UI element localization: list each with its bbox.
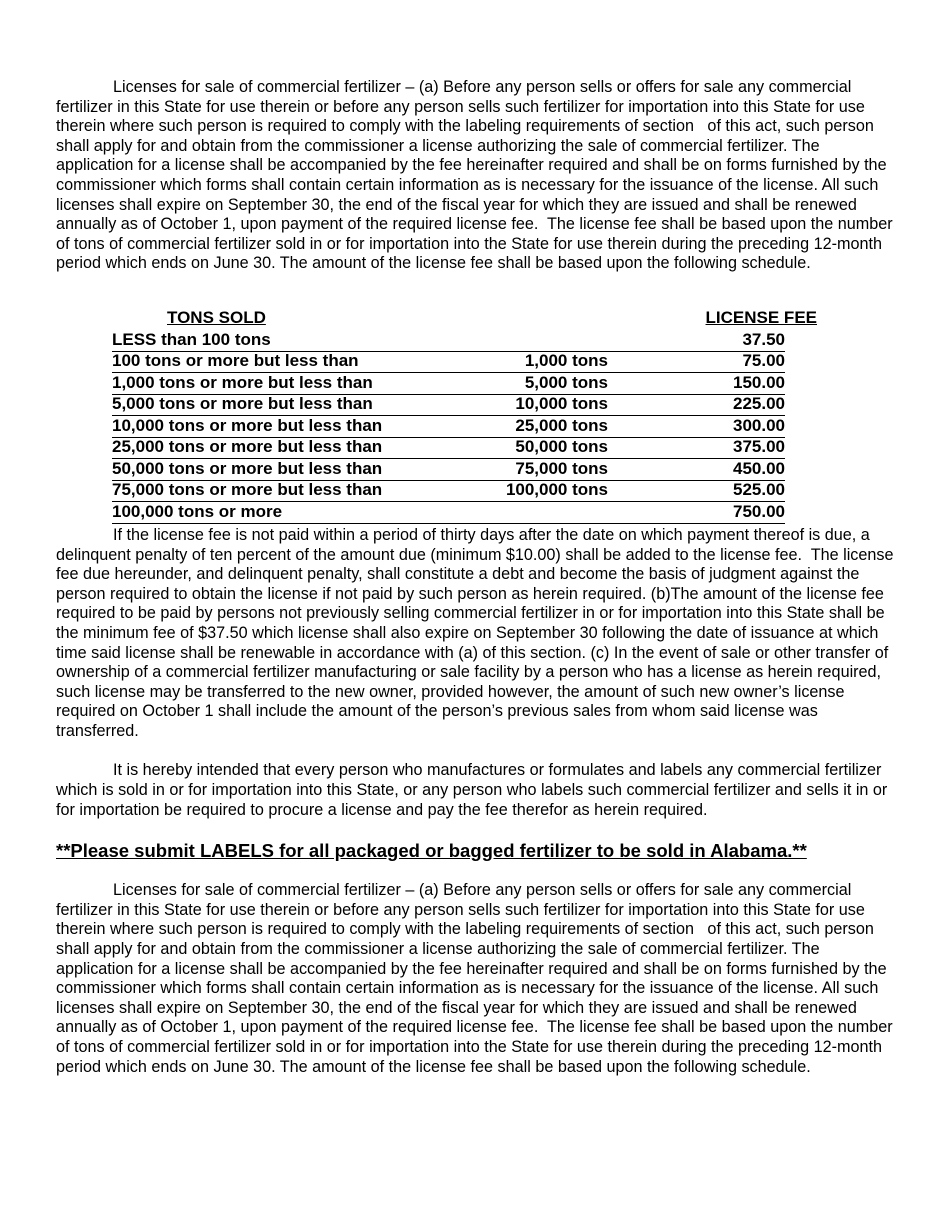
fee-amount: 450.00 — [733, 458, 785, 478]
tons-range: 50,000 tons or more but less than — [112, 458, 383, 478]
tons-upper: 1,000 tons — [524, 351, 608, 371]
intro-paragraph: Licenses for sale of commercial fertilizer – (a) Before any person sells or offers for sale any commercial fertilizer in this State for use therein or before any person sells such fertilizer for importation into this State for use therein where such person is required to comply with the labeling requirements of section of this act, such person shall apply for and obtain from the commissioner a license authorizing the sale of commercial fertilizer. The application for a license shall be accompanied by the fee hereinafter required and shall be on forms furnished by the commissioner which forms shall contain certain information as is necessary for the issuance of the license. All such licenses shall expire on September 30, the end of the fiscal year for which they are issued and shall be renewed annually as of October 1, upon payment of the required license fee. The license fee shall be based upon the number of tons of commercial fertilizer sold in or for importation into the State for use therein during the preceding 12-month period which ends on June 30. The amount of the license fee shall be based upon the following schedule. — [56, 78, 893, 273]
tons-upper: 100,000 tons — [505, 480, 608, 500]
fee-amount: 150.00 — [733, 372, 785, 392]
tons-range: 25,000 tons or more but less than — [112, 437, 383, 457]
table-row — [112, 330, 785, 352]
license-fee-table — [112, 307, 817, 526]
table-row — [112, 373, 785, 395]
tons-upper: 5,000 tons — [524, 372, 608, 392]
tons-upper: 10,000 tons — [515, 394, 608, 414]
tons-range: 1,000 tons or more but less than — [112, 372, 373, 392]
tons-sold-header: TONS SOLD — [167, 307, 266, 327]
table-row — [112, 459, 785, 481]
table-row — [112, 394, 785, 416]
table-row — [112, 502, 785, 524]
tons-range: LESS than 100 tons — [112, 329, 271, 349]
tons-upper: 25,000 tons — [515, 415, 608, 435]
fee-amount: 75.00 — [742, 351, 785, 371]
table-row — [112, 480, 785, 502]
tons-upper: 75,000 tons — [515, 458, 608, 478]
table-row — [112, 437, 785, 459]
table-row — [112, 416, 785, 438]
tons-range: 5,000 tons or more but less than — [112, 394, 373, 414]
tons-upper: 50,000 tons — [515, 437, 608, 457]
fee-amount: 375.00 — [733, 437, 785, 457]
fee-amount: 37.50 — [742, 329, 785, 349]
labels-notice: **Please submit LABELS for all packaged or bagged fertilizer to be sold in Alabama.** — [56, 840, 807, 862]
penalty-paragraph: If the license fee is not paid within a period of thirty days after the date on which payment thereof is due, a delinquent penalty of ten percent of the amount due (minimum $10.00) shall be added to the license fee. The license fee due hereunder, and delinquent penalty, shall constitute a debt and become the basis of judgment against the person required to obtain the license if not paid by such person as herein required. (b)The amount of the license fee required to be paid by persons not previously selling commercial fertilizer in or for importation into this State shall be the minimum fee of $37.50 which license shall also expire on September 30 following the date of issuance at which time said license shall be renewable in accordance with (a) of this section. (c) In the event of sale or other transfer of ownership of a commercial fertilizer manufacturing or sale facility by a person who has a license as herein required, such license may be transferred to the new owner, provided however, the amount of such new owner’s license required on October 1 shall include the amount of the person’s previous sales from whom said license was transferred. — [56, 525, 894, 740]
fee-amount: 300.00 — [733, 415, 785, 435]
license-fee-header: LICENSE FEE — [705, 307, 817, 327]
fee-amount: 225.00 — [733, 394, 785, 414]
fee-amount: 525.00 — [733, 480, 785, 500]
fee-amount: 750.00 — [733, 501, 785, 521]
table-row — [112, 351, 785, 373]
tons-range: 100,000 tons or more — [112, 501, 283, 521]
intro-paragraph-repeat: Licenses for sale of commercial fertilizer – (a) Before any person sells or offers for sale any commercial fertilizer in this State for use therein or before any person sells such fertilizer for importation into this State for use therein where such person is required to comply with the labeling requirements of section of this act, such person shall apply for and obtain from the commissioner a license authorizing the sale of commercial fertilizer. The application for a license shall be accompanied by the fee hereinafter required and shall be on forms furnished by the commissioner which forms shall contain certain information as is necessary for the issuance of the license. All such licenses shall expire on September 30, the end of the fiscal year for which they are issued and shall be renewed annually as of October 1, upon payment of the required license fee. The license fee shall be based upon the number of tons of commercial fertilizer sold in or for importation into the State for use therein during the preceding 12-month period which ends on June 30. The amount of the license fee shall be based upon the following schedule. — [56, 881, 893, 1076]
document-page — [56, 78, 900, 1077]
tons-range: 75,000 tons or more but less than — [112, 480, 383, 500]
intent-paragraph: It is hereby intended that every person who manufactures or formulates and labels any commercial fertilizer which is sold in or for importation into this State, or any person who labels such commercial fertilizer and sells it in or for importation be required to procure a license and pay the fee therefor as herein required. — [56, 761, 888, 819]
tons-range: 10,000 tons or more but less than — [112, 415, 383, 435]
tons-range: 100 tons or more but less than — [112, 351, 359, 371]
